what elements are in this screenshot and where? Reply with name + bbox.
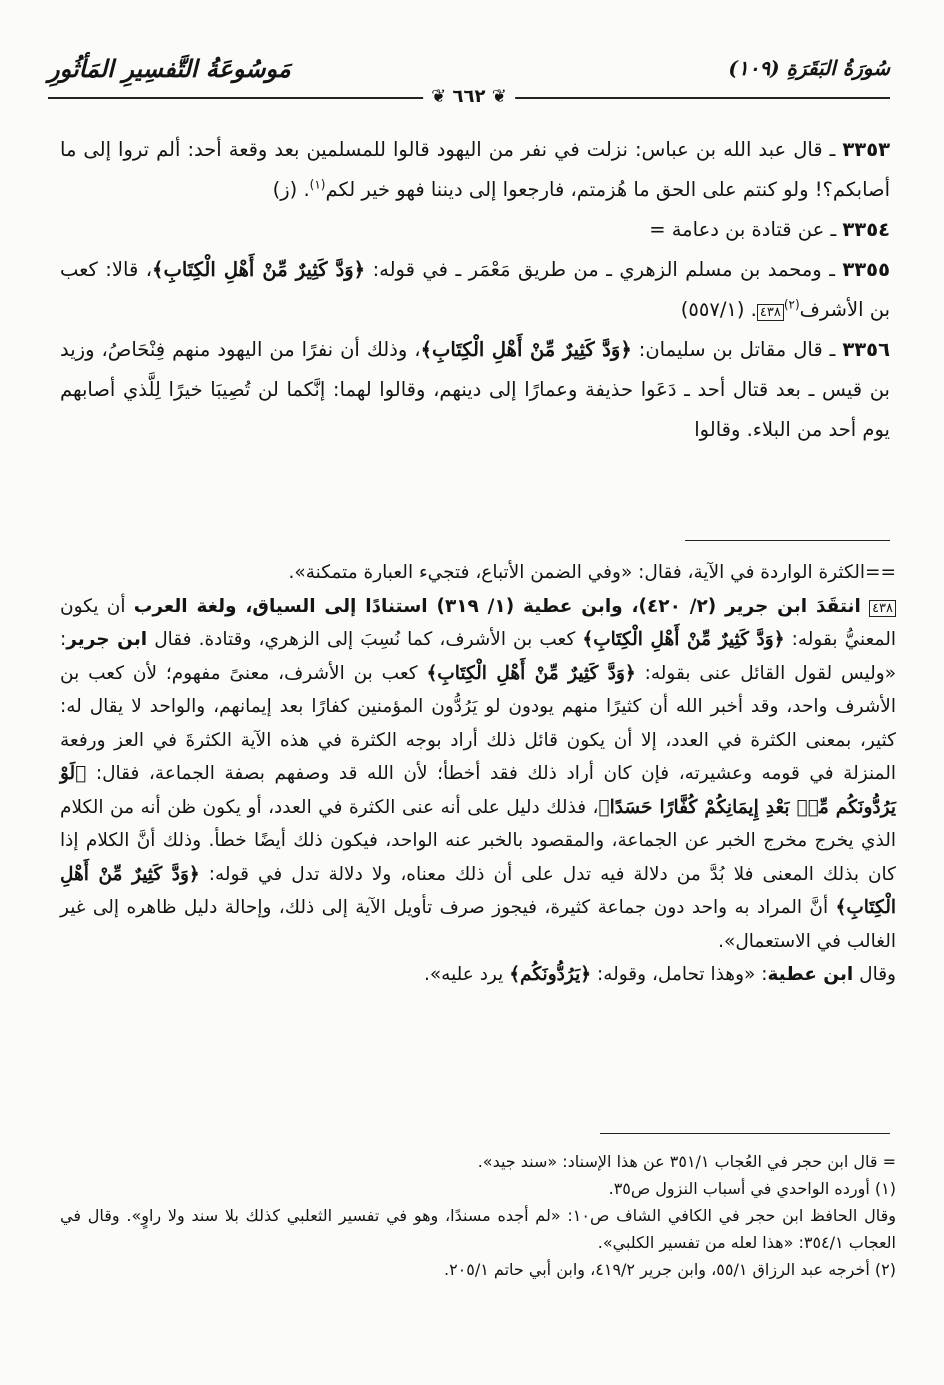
entry-text-2: ، وذلك أن نفرًا من اليهود منهم فِنْحَاصُ، وزيد بن قيس ـ بعد قتال أحد ـ دَعَوا حذيفة وعمارًا إلى دينهم، وقالوا لهما: إنَّكما لن تُصِيبَا خيرًا لِلَّذي أصابهم يوم أحد من البلاء. وقالوا (60, 338, 890, 441)
commentary-text: وقال (853, 964, 896, 985)
commentary-text: : «وهذا تحامل، وقوله: (591, 964, 768, 985)
quran-quote: ﴿وَدَّ كَثِيرٌ مِّنْ أَهْلِ الْكِتَابِ﴾ (152, 258, 366, 281)
footnote-rule (600, 1133, 890, 1134)
scholar-name: ابن عطية (767, 964, 854, 985)
entry-text-2: ، قالا: كعب بن الأشرف (60, 258, 890, 321)
entry-number: ٣٣٥٦ (842, 338, 890, 361)
entry-tail: . (ز) (272, 178, 310, 201)
quran-quote: ﴿لَوْ يَرُدُّونَكُم مِّنۢ بَعْدِ إِيمَانِكُمْ كُفَّارًا حَسَدًا﴾ (60, 763, 896, 818)
scholar-name: ابن جرير (66, 629, 148, 650)
quran-quote: ﴿وَدَّ كَثِيرٌ مِّنْ أَهْلِ الْكِتَابِ﴾ (426, 662, 636, 684)
main-text (60, 130, 890, 450)
entry-number: ٣٣٥٥ (842, 258, 890, 281)
footnotes (60, 1148, 896, 1283)
commentary-text: كعب بن الأشرف، كما نُسِبَ إلى الزهري، وقتادة. فقال (147, 629, 583, 650)
commentary-continuation: ==الكثرة الواردة في الآية، فقال: «وفي الضمن الأتباع، فتجيء العبارة متمكنة». (288, 562, 896, 583)
commentary-text: : «وليس لقول القائل عنى بقوله: (60, 629, 897, 684)
page-number-value: ٦٦٢ (452, 86, 486, 107)
page-number: ❦ ٦٦٢ ❦ (423, 86, 515, 107)
commentary-number-box: ٤٣٨ (869, 600, 896, 617)
entry-3355 (60, 250, 890, 330)
footnote: (١) أورده الواحدي في أسباب النزول ص٣٥. (608, 1179, 896, 1198)
footnote: = قال ابن حجر في العُجاب ٣٥١/١ عن هذا الإسناد: «سند جيد». (477, 1152, 896, 1171)
quran-quote: ﴿يَرُدُّونَكُم﴾ (509, 964, 592, 985)
commentary (60, 556, 896, 992)
entry-tail: . (٥٥٧/١) (680, 298, 757, 321)
commentary-ibn-atiyya (60, 958, 896, 992)
footnote-ref: (١) (309, 177, 326, 192)
commentary-text: كعب بن الأشرف، معنىً مفهوم؛ لأن كعب بن الأشرف واحد، وقد أخبر الله أن كثيرًا منهم يودون لو يَرُدُّون المؤمنين كفارًا بعد إيمانهم، والواحد لا يقال له: كثير، بمعنى الكثرة في العدد، إلا أن يكون قائل ذلك أراد بوجه الكثرة في هذه الآية الكثرةَ في العز ورفعة المنزلة في قومه وعشيرته، فإن كان أراد ذلك فقد أخطأ؛ لأن الله قد وصفهم بصفة الجماعة، فقال: (60, 662, 896, 784)
entry-text: ـ عن قتادة بن دعامة = (649, 218, 843, 241)
quran-quote: ﴿وَدَّ كَثِيرٌ مِّنْ أَهْلِ الْكِتَابِ﴾ (582, 629, 785, 650)
commentary-text: يرد عليه». (423, 964, 510, 985)
commentary-lead: انتقَدَ ابن جرير (٢/ ٤٢٠)، وابن عطية (١/ ٣١٩) استنادًا إلى السياق، ولغة العرب (133, 595, 861, 617)
entry-3356 (60, 330, 890, 450)
entry-text: ـ قال مقاتل بن سليمان: (631, 338, 843, 361)
footnote-ref: (٢) (783, 297, 800, 312)
entry-text: ـ ومحمد بن مسلم الزهري ـ من طريق مَعْمَر ـ في قوله: (365, 258, 843, 281)
commentary-438 (60, 590, 896, 959)
entry-3354 (60, 210, 890, 250)
section-rule (685, 540, 890, 541)
footnote: (٢) أخرجه عبد الرزاق ٥٥/١، وابن جرير ٤١٩/٢، وابن أبي حاتم ٢٠٥/١. (443, 1260, 896, 1279)
commentary-text: ، فذلك دليل على أنه عنى الكثرة في العدد، أو يكون ظن أنه من الكلام الذي يخرج مخرج الخبر عن الجماعة، والمقصود بالخبر عنه الواحد، فيكون ذلك أيضًا خطأ. وذلك أنَّ الكلام إذا كان بذلك المعنى فلا بُدَّ من دلالة فيه تدل على أن ذلك معناه، ولا دلالة تدل في قوله: (60, 796, 896, 885)
entry-number: ٣٣٥٣ (842, 138, 890, 161)
running-header (48, 50, 890, 105)
book-title: مَوسُوعَةُ التَّفسِيرِ المَأثُورِ (48, 54, 291, 83)
entry-3353 (60, 130, 890, 210)
commentary-text: أنَّ المراد به واحد دون جماعة كثيرة، فيجوز صرف تأويل الآية إلى ذلك، وإحالة دليل ظاهره إلى غير الغالب في الاستعمال». (60, 897, 896, 952)
commentary-text: أن يكون المعنيُّ بقوله: (60, 595, 896, 650)
footnote: وقال الحافظ ابن حجر في الكافي الشاف ص١٠: «لم أجده مسندًا، وهو في تفسير الثعلبي كذلك بلا سند ولا راوٍ». وقال في العجاب ٣٥٤/١: «هذا لعله من تفسير الكلبي». (60, 1206, 897, 1252)
quran-quote: ﴿وَدَّ كَثِيرٌ مِّنْ أَهْلِ الْكِتَابِ﴾ (60, 863, 896, 918)
commentary-ref-box: ٤٣٨ (757, 304, 784, 321)
entry-text: ـ قال عبد الله بن عباس: نزلت في نفر من اليهود قالوا للمسلمين بعد وقعة أحد: ألم تروا إلى ما أصابكم؟! ولو كنتم على الحق ما هُزمتم، فارجعوا إلى ديننا فهو خير لكم (60, 138, 890, 201)
entry-number: ٣٣٥٤ (842, 218, 890, 241)
surah-title: سُورَةُ البَقَرَةِ (١٠٩) (728, 56, 890, 80)
quran-quote: ﴿وَدَّ كَثِيرٌ مِّنْ أَهْلِ الْكِتَابِ﴾ (420, 338, 632, 361)
